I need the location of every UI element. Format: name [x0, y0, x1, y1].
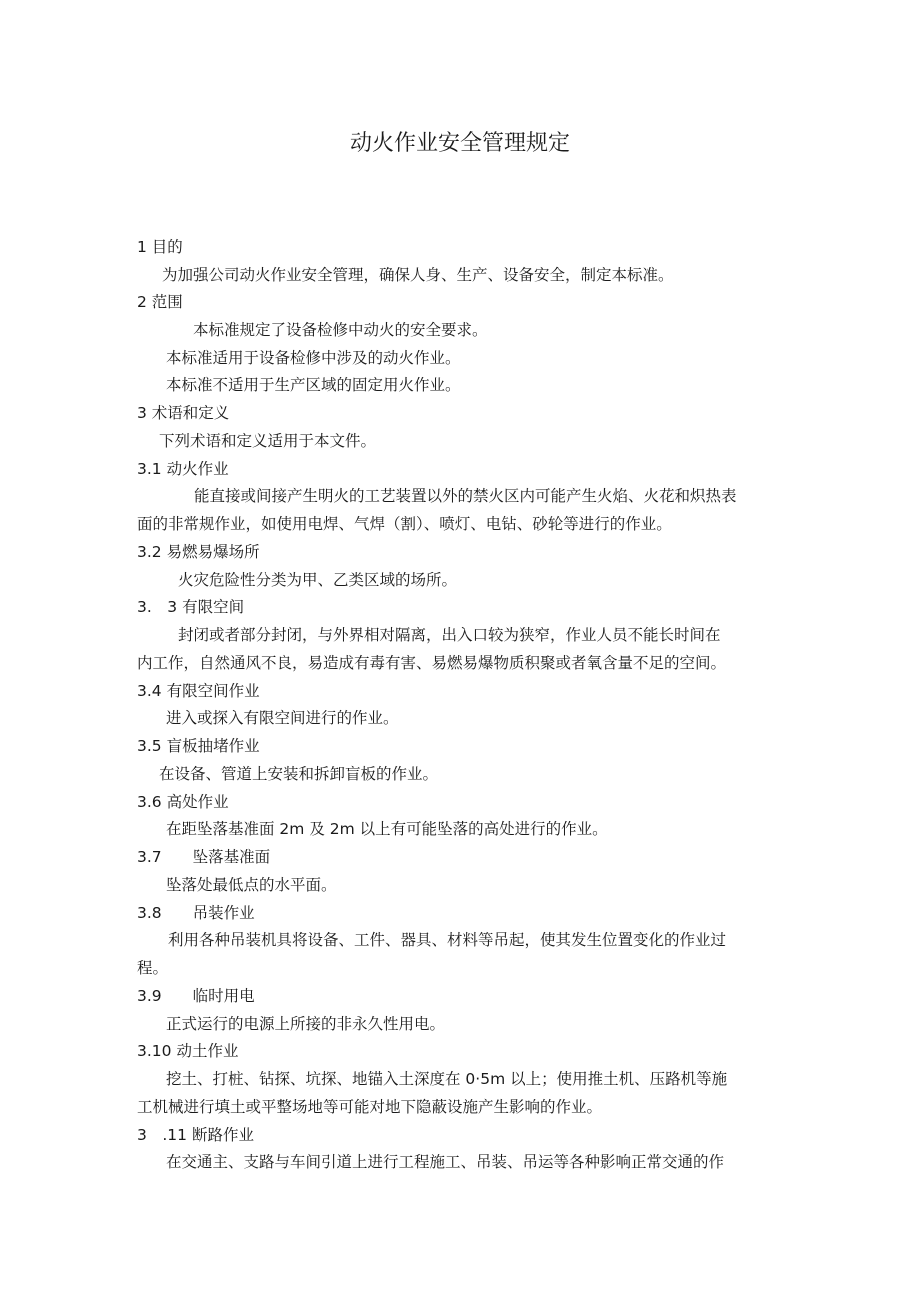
- paragraph-line: 火灾危险性分类为甲、乙类区域的场所。: [178, 571, 458, 589]
- paragraph-line: 下列术语和定义适用于本文件。: [159, 432, 377, 450]
- paragraph-line: 在设备、管道上安装和拆卸盲板的作业。: [159, 765, 439, 783]
- paragraph-line: 为加强公司动火作业安全管理，确保人身、生产、设备安全，制定本标准。: [162, 266, 674, 284]
- paragraph-line: 面的非常规作业，如使用电焊、气焊（割）、喷灯、电钻、砂轮等进行的作业。: [137, 515, 672, 533]
- paragraph-line: 在距坠落基准面 2m 及 2m 以上有可能坠落的高处进行的作业。: [166, 820, 608, 838]
- paragraph-line: 工机械进行填土或平整场地等可能对地下隐蔽设施产生影响的作业。: [137, 1098, 603, 1116]
- subsection-heading: 3.5 盲板抽堵作业: [137, 737, 260, 755]
- subsection-heading: 3.4 有限空间作业: [137, 682, 260, 700]
- subsection-heading: 3.6 高处作业: [137, 793, 229, 811]
- subsection-heading: 3.2 易燃易爆场所: [137, 543, 260, 561]
- subsection-heading: 3 .11 断路作业: [137, 1126, 254, 1144]
- paragraph-line: 程。: [137, 959, 169, 977]
- section-heading-terms: 3 术语和定义: [137, 404, 230, 422]
- subsection-heading: 3.10 动土作业: [137, 1042, 239, 1060]
- paragraph-line: 本标准规定了设备检修中动火的安全要求。: [193, 321, 488, 339]
- document-title: 动火作业安全管理规定: [349, 131, 570, 156]
- paragraph-line: 内工作，自然通风不良，易造成有毒有害、易燃易爆物质积聚或者氧含量不足的空间。: [137, 654, 727, 672]
- paragraph-line: 本标准适用于设备检修中涉及的动火作业。: [166, 349, 461, 367]
- paragraph-line: 坠落处最低点的水平面。: [166, 876, 337, 894]
- subsection-heading: 3. 3 有限空间: [137, 598, 245, 616]
- paragraph-line: 正式运行的电源上所接的非永久性用电。: [166, 1015, 446, 1033]
- paragraph-line: 挖土、打桩、钻探、坑探、地锚入土深度在 0·5m 以上；使用推土机、压路机等施: [166, 1070, 728, 1088]
- paragraph-line: 能直接或间接产生明火的工艺装置以外的禁火区内可能产生火焰、火花和炽热表: [194, 487, 737, 505]
- paragraph-line: 利用各种吊装机具将设备、工件、器具、材料等吊起，使其发生位置变化的作业过: [168, 931, 727, 949]
- paragraph-line: 在交通主、支路与车间引道上进行工程施工、吊装、吊运等各种影响正常交通的作: [166, 1153, 725, 1171]
- subsection-heading: 3.7 坠落基准面: [137, 848, 271, 866]
- subsection-heading: 3.8 吊装作业: [137, 904, 255, 922]
- subsection-heading: 3.1 动火作业: [137, 460, 229, 478]
- paragraph-line: 进入或探入有限空间进行的作业。: [166, 709, 399, 727]
- subsection-heading: 3.9 临时用电: [137, 987, 255, 1005]
- paragraph-line: 本标准不适用于生产区域的固定用火作业。: [166, 376, 461, 394]
- paragraph-line: 封闭或者部分封闭，与外界相对隔离，出入口较为狭窄，作业人员不能长时间在: [178, 626, 721, 644]
- section-heading-scope: 2 范围: [137, 293, 183, 311]
- section-heading-purpose: 1 目的: [137, 238, 183, 256]
